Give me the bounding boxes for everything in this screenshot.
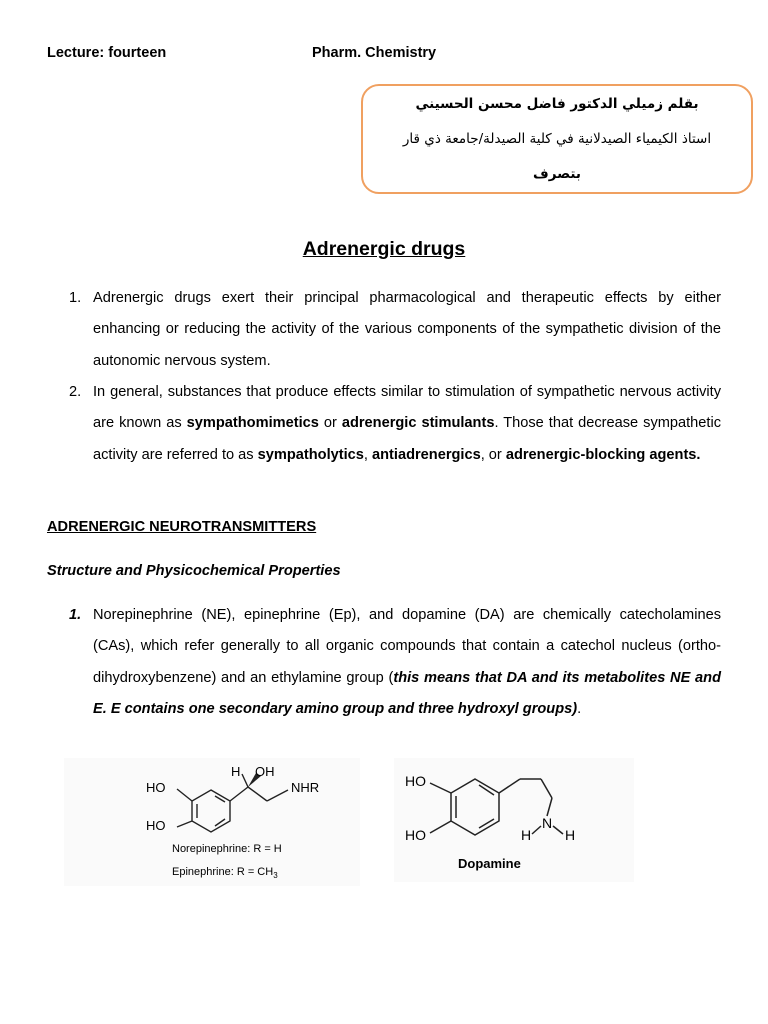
structure-label: HO: [405, 827, 426, 843]
paragraph-intro-1: Adrenergic drugs exert their principal pharmacological and therapeutic effects by either enhancing or reducing the activity of the various components of the sympathetic division of the autonomic nervous system.: [93, 290, 721, 369]
term-antiadrenergics: antiadrenergics: [372, 446, 481, 463]
structure-label: HO: [146, 780, 166, 795]
term-sympathomimetics: sympathomimetics: [186, 415, 319, 432]
paragraph-emphasis: this means that DA and its metabolites NE and E. E contains one secondary amino group and three hydroxyl groups): [93, 669, 721, 717]
author-affiliation: استاذ الكيمياء الصيدلانية في كلية الصيدلة/جامعة ذي قار: [402, 131, 712, 147]
paragraph-text: or: [318, 415, 342, 432]
norepinephrine-structure-drawing: [64, 758, 360, 886]
section-subheading: Structure and Physicochemical Properties: [47, 563, 341, 579]
page-title: Adrenergic drugs: [302, 238, 466, 260]
lecture-label: Lecture: fourteen: [47, 45, 167, 61]
section-heading: ADRENERGIC NEUROTRANSMITTERS: [47, 519, 317, 535]
author-box: [361, 84, 753, 194]
term-adrenergic-stimulants: adrenergic stimulants: [341, 415, 495, 432]
structure-label: N: [542, 815, 553, 831]
paragraph-intro-2: [93, 377, 721, 471]
paragraph-text: .: [577, 700, 582, 717]
term-sympatholytics: sympatholytics: [257, 446, 364, 463]
list-number: 1.: [69, 607, 82, 623]
dopamine-structure-drawing: [394, 758, 634, 882]
paragraph-text: Norepinephrine (NE), epinephrine (Ep), and dopamine (DA) are chemically catecholamines (CAs), which refer generally to all organic compounds that contain a catechol nucleus (ortho-dihydroxybenzene) and an ethylamine group (: [93, 607, 721, 686]
author-note: بتصرف: [533, 166, 581, 182]
structure-label: H: [231, 764, 241, 779]
paragraph-text: In general, substances that produce effects similar to stimulation of sympathetic nervous activity are known as: [93, 384, 721, 432]
paragraph-catecholamines: [93, 600, 721, 725]
list-number: 2.: [69, 384, 82, 400]
structure-label: OH: [255, 764, 275, 779]
structure-label: H: [521, 827, 532, 843]
dopamine-structure: [394, 758, 634, 882]
structure-caption: Norepinephrine: R = H: [172, 843, 282, 855]
structure-caption: Dopamine: [458, 856, 521, 871]
structure-caption: [172, 866, 278, 880]
list-number: 1.: [69, 290, 82, 306]
structure-label: HO: [146, 818, 166, 833]
structure-label: H: [565, 827, 576, 843]
caption-subscript: 3: [273, 871, 278, 880]
norepinephrine-structure: [64, 758, 360, 886]
term-adrenergic-blocking-agents: adrenergic-blocking agents.: [505, 446, 701, 463]
paragraph-text: ,: [363, 446, 373, 463]
subject-label: Pharm. Chemistry: [312, 45, 437, 61]
author-line: بقلم زميلي الدكتور فاضل محسن الحسيني: [415, 96, 699, 112]
paragraph-text: . Those that decrease sympathetic activity are referred to as: [93, 415, 722, 463]
structure-label: NHR: [291, 780, 320, 795]
structure-label: HO: [405, 773, 426, 789]
caption-text: Epinephrine: R = CH: [172, 866, 274, 878]
paragraph-text: , or: [480, 446, 506, 463]
